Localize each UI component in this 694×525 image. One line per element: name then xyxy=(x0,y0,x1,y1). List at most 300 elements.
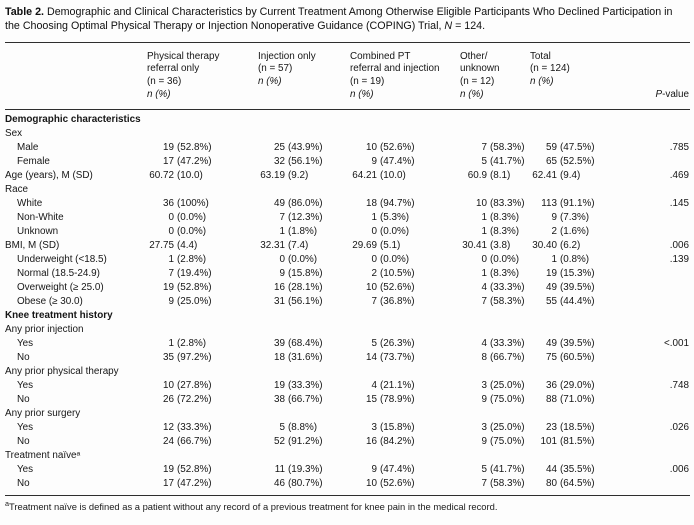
value-cell xyxy=(460,281,530,295)
row-label: White xyxy=(17,197,43,209)
cell-count: 64.21 xyxy=(352,169,377,181)
row-label: Yes xyxy=(17,421,34,433)
cell-count: 113 xyxy=(541,197,557,209)
p-value-cell xyxy=(615,267,690,281)
value-cell xyxy=(350,211,460,225)
value-cell xyxy=(258,141,350,155)
value-cell xyxy=(350,267,460,281)
table-footnote xyxy=(5,498,688,514)
cell-percent: (15.8%) xyxy=(288,267,323,279)
cell-percent: (19.4%) xyxy=(177,267,212,279)
cell-count: 10 xyxy=(163,379,174,391)
value-cell xyxy=(350,281,460,295)
cell-percent: (91.2%) xyxy=(288,435,323,447)
table-row xyxy=(5,449,690,463)
cell-count: 38 xyxy=(274,393,285,405)
value-cell xyxy=(530,239,615,253)
p-value-cell: .139 xyxy=(669,253,689,265)
cell-count: 4 xyxy=(371,379,377,391)
cell-percent: (28.1%) xyxy=(288,281,323,293)
section-row xyxy=(5,109,690,127)
p-value-cell xyxy=(615,477,690,496)
value-cell xyxy=(530,155,615,169)
value-cell xyxy=(258,197,350,211)
value-cell xyxy=(258,169,350,183)
value-cell xyxy=(258,351,350,365)
table-row xyxy=(5,323,690,337)
value-cell xyxy=(350,295,460,309)
cell-percent: (10.0) xyxy=(380,169,406,181)
p-value-cell xyxy=(615,449,690,463)
table-row xyxy=(5,281,690,295)
cell-count: 2 xyxy=(371,267,377,279)
cell-percent: (33.3%) xyxy=(288,379,323,391)
value-cell xyxy=(147,197,258,211)
cell-percent: (41.7%) xyxy=(490,463,525,475)
value-cell xyxy=(350,337,460,351)
cell-count: 1 xyxy=(279,225,285,237)
value-cell xyxy=(147,211,258,225)
value-cell xyxy=(258,295,350,309)
p-value-symbol: P xyxy=(655,88,663,100)
header-count-label: n (%) xyxy=(530,76,554,88)
cell-percent: (25.0%) xyxy=(490,421,525,433)
value-cell xyxy=(460,109,530,127)
header-line: (n = 12) xyxy=(460,76,495,88)
value-cell xyxy=(460,295,530,309)
value-cell xyxy=(530,267,615,281)
cell-percent: (73.7%) xyxy=(380,351,415,363)
cell-count: 7 xyxy=(279,211,285,223)
cell-percent: (58.3%) xyxy=(490,295,525,307)
cell-percent: (0.0%) xyxy=(380,253,410,265)
p-value-cell xyxy=(615,365,690,379)
row-label: Yes xyxy=(17,463,34,475)
value-cell xyxy=(530,183,615,197)
table-row xyxy=(5,295,690,309)
value-cell xyxy=(460,435,530,449)
cell-percent: (47.2%) xyxy=(177,477,212,489)
cell-percent: (41.7%) xyxy=(490,155,525,167)
cell-count: 7 xyxy=(481,477,487,489)
cell-percent: (66.7%) xyxy=(490,351,525,363)
table-row xyxy=(5,253,690,267)
cell-count: 4 xyxy=(481,281,487,293)
row-label: Age (years), M (SD) xyxy=(5,169,93,181)
value-cell xyxy=(350,351,460,365)
cell-count: 7 xyxy=(168,267,174,279)
value-cell xyxy=(147,281,258,295)
value-cell xyxy=(460,183,530,197)
value-cell xyxy=(350,435,460,449)
value-cell xyxy=(530,449,615,463)
row-label: Yes xyxy=(17,379,34,391)
value-cell xyxy=(350,183,460,197)
cell-count: 19 xyxy=(546,267,557,279)
cell-count: 17 xyxy=(163,155,174,167)
table-caption-text: Demographic and Clinical Characteristics by Current Treatment Among Otherwise Eligible Participants Who Declined Participation in the Choosing Optimal Physical Therapy or Injection Nonoperative Guidance (COPING) Trial, xyxy=(5,6,673,32)
cell-percent: (44.4%) xyxy=(560,295,595,307)
value-cell xyxy=(460,393,530,407)
cell-percent: (0.0%) xyxy=(288,253,318,265)
value-cell xyxy=(147,141,258,155)
header-line: (n = 36) xyxy=(147,76,182,88)
value-cell xyxy=(258,407,350,421)
cell-count: 5 xyxy=(481,463,487,475)
cell-percent: (100%) xyxy=(177,197,209,209)
cell-count: 3 xyxy=(481,421,487,433)
cell-percent: (58.3%) xyxy=(490,477,525,489)
value-cell xyxy=(258,211,350,225)
cell-count: 80 xyxy=(546,477,557,489)
p-value-cell xyxy=(615,295,690,309)
cell-count: 24 xyxy=(163,435,174,447)
cell-percent: (47.4%) xyxy=(380,463,415,475)
cell-count: 5 xyxy=(279,421,285,433)
value-cell xyxy=(350,463,460,477)
cell-count: 3 xyxy=(371,421,377,433)
cell-count: 5 xyxy=(371,337,377,349)
cell-percent: (94.7%) xyxy=(380,197,415,209)
table-row xyxy=(5,239,690,253)
value-cell xyxy=(460,463,530,477)
cell-percent: (52.8%) xyxy=(177,281,212,293)
p-value-cell xyxy=(615,109,690,127)
value-cell xyxy=(147,365,258,379)
caption-n-symbol: N xyxy=(444,19,453,32)
value-cell xyxy=(147,337,258,351)
row-label: Race xyxy=(5,183,29,195)
cell-percent: (18.5%) xyxy=(560,421,595,433)
value-cell xyxy=(147,253,258,267)
value-cell xyxy=(258,127,350,141)
cell-count: 9 xyxy=(481,435,487,447)
value-cell xyxy=(530,365,615,379)
cell-count: 49 xyxy=(274,197,285,209)
value-cell xyxy=(530,407,615,421)
cell-count: 3 xyxy=(481,379,487,391)
p-value-cell: .469 xyxy=(669,169,689,181)
cell-percent: (10.0) xyxy=(177,169,203,181)
cell-count: 101 xyxy=(540,435,557,447)
cell-count: 2 xyxy=(551,225,557,237)
cell-count: 0 xyxy=(168,225,174,237)
p-value-cell xyxy=(615,323,690,337)
p-value-cell: <.001 xyxy=(664,337,689,349)
value-cell xyxy=(530,295,615,309)
cell-percent: (75.0%) xyxy=(490,435,525,447)
p-value-suffix: -value xyxy=(662,88,689,100)
cell-count: 25 xyxy=(274,141,285,153)
value-cell xyxy=(350,407,460,421)
value-cell xyxy=(258,393,350,407)
value-cell xyxy=(258,379,350,393)
header-empty-cell xyxy=(5,42,147,109)
cell-count: 8 xyxy=(481,351,487,363)
header-col-combined xyxy=(350,42,460,109)
value-cell xyxy=(147,463,258,477)
cell-count: 9 xyxy=(371,463,377,475)
row-label: Yes xyxy=(17,337,34,349)
row-label: Any prior physical therapy xyxy=(5,365,119,377)
cell-percent: (3.8) xyxy=(490,239,511,251)
cell-count: 39 xyxy=(274,337,285,349)
cell-percent: (15.3%) xyxy=(560,267,595,279)
cell-percent: (31.6%) xyxy=(288,351,323,363)
cell-count: 60.72 xyxy=(149,169,174,181)
cell-count: 1 xyxy=(481,267,487,279)
value-cell xyxy=(258,463,350,477)
cell-percent: (8.8%) xyxy=(288,421,318,433)
row-label: No xyxy=(17,351,30,363)
cell-percent: (52.6%) xyxy=(380,477,415,489)
cell-percent: (8.3%) xyxy=(490,225,520,237)
table-row xyxy=(5,351,690,365)
p-value-cell xyxy=(615,435,690,449)
row-label: Demographic characteristics xyxy=(5,113,141,125)
cell-percent: (58.3%) xyxy=(490,141,525,153)
value-cell xyxy=(460,379,530,393)
cell-percent: (33.3%) xyxy=(490,281,525,293)
value-cell xyxy=(350,109,460,127)
value-cell xyxy=(530,197,615,211)
cell-count: 10 xyxy=(366,281,377,293)
cell-percent: (1.8%) xyxy=(288,225,318,237)
value-cell xyxy=(258,365,350,379)
value-cell xyxy=(350,225,460,239)
value-cell xyxy=(530,127,615,141)
value-cell xyxy=(147,449,258,463)
value-cell xyxy=(460,351,530,365)
row-label: No xyxy=(17,477,30,489)
value-cell xyxy=(530,421,615,435)
p-value-cell xyxy=(615,393,690,407)
table-row xyxy=(5,267,690,281)
value-cell xyxy=(258,267,350,281)
value-cell xyxy=(350,197,460,211)
value-cell xyxy=(350,169,460,183)
value-cell xyxy=(147,379,258,393)
value-cell xyxy=(258,253,350,267)
cell-count: 26 xyxy=(163,393,174,405)
cell-count: 1 xyxy=(481,225,487,237)
cell-percent: (2.8%) xyxy=(177,337,207,349)
table-caption xyxy=(5,6,684,34)
row-label: Overweight (≥ 25.0) xyxy=(17,281,104,293)
cell-percent: (72.2%) xyxy=(177,393,212,405)
cell-count: 23 xyxy=(546,421,557,433)
row-label: Any prior injection xyxy=(5,323,84,335)
cell-count: 62.41 xyxy=(532,169,557,181)
value-cell xyxy=(147,109,258,127)
cell-percent: (43.9%) xyxy=(288,141,323,153)
table-row xyxy=(5,183,690,197)
cell-percent: (0.0%) xyxy=(380,225,410,237)
value-cell xyxy=(350,141,460,155)
value-cell xyxy=(530,351,615,365)
cell-count: 18 xyxy=(366,197,377,209)
cell-count: 9 xyxy=(551,211,557,223)
header-line: (n = 57) xyxy=(258,63,293,75)
value-cell xyxy=(460,477,530,496)
value-cell xyxy=(460,337,530,351)
value-cell xyxy=(350,477,460,496)
cell-percent: (39.5%) xyxy=(560,281,595,293)
header-count-label: n (%) xyxy=(350,88,374,100)
value-cell xyxy=(530,463,615,477)
cell-count: 59 xyxy=(546,141,557,153)
cell-percent: (97.2%) xyxy=(177,351,212,363)
cell-percent: (33.3%) xyxy=(490,337,525,349)
cell-percent: (4.4) xyxy=(177,239,198,251)
cell-count: 12 xyxy=(163,421,174,433)
value-cell xyxy=(258,323,350,337)
cell-percent: (81.5%) xyxy=(560,435,595,447)
cell-count: 18 xyxy=(274,351,285,363)
value-cell xyxy=(460,421,530,435)
cell-percent: (47.2%) xyxy=(177,155,212,167)
footnote-marker: a xyxy=(5,498,9,508)
header-line: Injection only xyxy=(258,50,316,62)
cell-percent: (66.7%) xyxy=(288,393,323,405)
cell-percent: (2.8%) xyxy=(177,253,207,265)
cell-count: 9 xyxy=(279,267,285,279)
cell-count: 0 xyxy=(168,211,174,223)
cell-percent: (0.8%) xyxy=(560,253,590,265)
cell-count: 11 xyxy=(274,463,285,475)
header-line: referral only xyxy=(147,63,200,75)
value-cell xyxy=(147,225,258,239)
cell-count: 10 xyxy=(476,197,487,209)
cell-count: 19 xyxy=(274,379,285,391)
value-cell xyxy=(350,323,460,337)
value-cell xyxy=(350,421,460,435)
header-line: Physical therapy xyxy=(147,50,220,62)
value-cell xyxy=(258,183,350,197)
value-cell xyxy=(258,449,350,463)
cell-count: 19 xyxy=(163,281,174,293)
value-cell xyxy=(530,169,615,183)
cell-percent: (75.0%) xyxy=(490,393,525,405)
value-cell xyxy=(460,141,530,155)
table-row xyxy=(5,407,690,421)
cell-percent: (84.2%) xyxy=(380,435,415,447)
value-cell xyxy=(147,435,258,449)
header-count-label: n (%) xyxy=(460,88,484,100)
cell-count: 31 xyxy=(274,295,285,307)
header-line: referral and injection xyxy=(350,63,440,75)
value-cell xyxy=(530,211,615,225)
cell-count: 1 xyxy=(168,253,174,265)
p-value-cell: .785 xyxy=(669,141,689,153)
table-row xyxy=(5,421,690,435)
cell-percent: (78.9%) xyxy=(380,393,415,405)
value-cell xyxy=(258,435,350,449)
cell-percent: (52.8%) xyxy=(177,463,212,475)
table-row xyxy=(5,393,690,407)
cell-count: 19 xyxy=(163,141,174,153)
cell-percent: (26.3%) xyxy=(380,337,415,349)
cell-count: 63.19 xyxy=(260,169,285,181)
p-value-cell xyxy=(615,155,690,169)
value-cell xyxy=(460,197,530,211)
cell-percent: (56.1%) xyxy=(288,295,323,307)
table-row xyxy=(5,225,690,239)
cell-count: 19 xyxy=(163,463,174,475)
p-value-cell xyxy=(615,225,690,239)
value-cell xyxy=(460,323,530,337)
cell-percent: (8.3%) xyxy=(490,211,520,223)
cell-percent: (0.0%) xyxy=(490,253,520,265)
header-count-label: n (%) xyxy=(147,88,171,100)
header-line: Combined PT xyxy=(350,50,411,62)
value-cell xyxy=(460,253,530,267)
cell-count: 30.40 xyxy=(532,239,557,251)
cell-count: 10 xyxy=(366,477,377,489)
cell-percent: (86.0%) xyxy=(288,197,323,209)
p-value-cell xyxy=(615,407,690,421)
value-cell xyxy=(350,239,460,253)
row-label: Unknown xyxy=(17,225,59,237)
row-label: BMI, M (SD) xyxy=(5,239,60,251)
header-row xyxy=(5,42,690,109)
cell-percent: (0.0%) xyxy=(177,225,207,237)
header-line: (n = 19) xyxy=(350,76,385,88)
demographics-table xyxy=(5,42,690,496)
table-row xyxy=(5,169,690,183)
section-row xyxy=(5,309,690,323)
value-cell xyxy=(258,337,350,351)
cell-count: 1 xyxy=(481,211,487,223)
row-label: Sex xyxy=(5,127,23,139)
table-row xyxy=(5,155,690,169)
cell-percent: (66.7%) xyxy=(177,435,212,447)
header-col-pvalue xyxy=(615,42,690,109)
cell-count: 7 xyxy=(481,141,487,153)
cell-count: 60.9 xyxy=(467,169,487,181)
row-label: Knee treatment history xyxy=(5,309,113,321)
cell-count: 75 xyxy=(546,351,557,363)
table-row xyxy=(5,211,690,225)
cell-count: 32 xyxy=(274,155,285,167)
table-row xyxy=(5,127,690,141)
cell-percent: (52.6%) xyxy=(380,141,415,153)
cell-count: 5 xyxy=(481,155,487,167)
value-cell xyxy=(460,225,530,239)
table-row xyxy=(5,379,690,393)
cell-percent: (35.5%) xyxy=(560,463,595,475)
table-row xyxy=(5,477,690,496)
cell-count: 4 xyxy=(481,337,487,349)
value-cell xyxy=(460,309,530,323)
value-cell xyxy=(147,407,258,421)
value-cell xyxy=(530,393,615,407)
value-cell xyxy=(350,253,460,267)
row-label: Treatment naïveᵃ xyxy=(5,449,81,461)
value-cell xyxy=(460,127,530,141)
header-line: (n = 124) xyxy=(530,63,570,75)
row-label: Normal (18.5-24.9) xyxy=(17,267,100,279)
value-cell xyxy=(258,281,350,295)
header-count-label: n (%) xyxy=(258,76,282,88)
table-body xyxy=(5,109,690,495)
cell-percent: (52.8%) xyxy=(177,141,212,153)
p-value-cell: .748 xyxy=(669,379,689,391)
cell-percent: (7.4) xyxy=(288,239,309,251)
p-value-cell: .026 xyxy=(669,421,689,433)
cell-count: 0 xyxy=(371,225,377,237)
value-cell xyxy=(530,435,615,449)
